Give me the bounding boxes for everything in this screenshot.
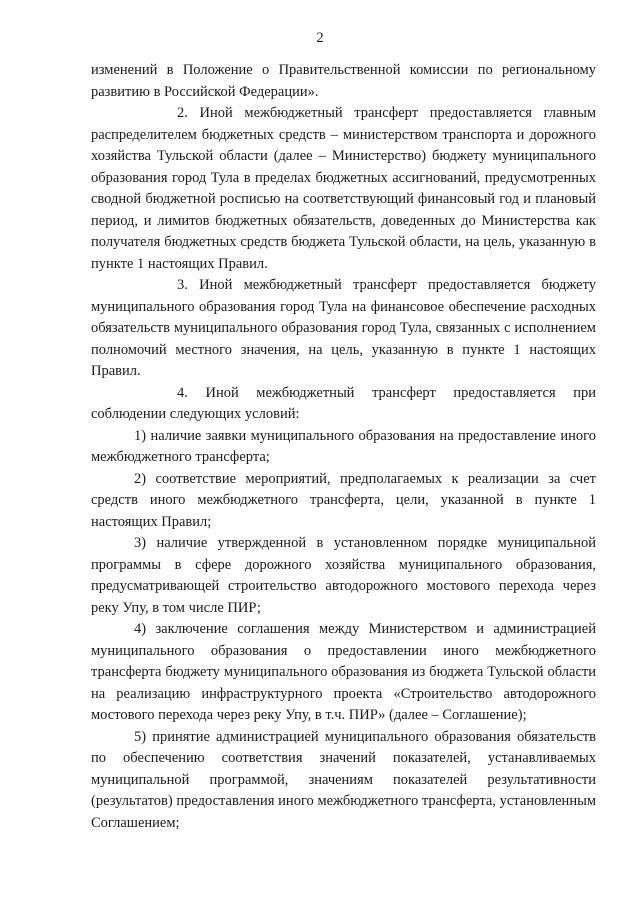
paragraph-item-2 (91, 103, 596, 275)
paragraph-item-3 (91, 275, 596, 383)
document-body (91, 60, 596, 834)
paragraph-number: 2. (177, 105, 188, 121)
paragraph-item-4 (91, 383, 596, 426)
paragraph-text: изменений в Положение о Правительственной комиссии по региональному развитию в Российской Федерации». (91, 62, 596, 100)
condition-item-5 (91, 727, 596, 835)
page-number: 2 (316, 30, 324, 46)
paragraph-number: 3. (177, 277, 188, 293)
paragraph-text: 1) наличие заявки муниципального образования на предоставление иного межбюджетного трансферта; (91, 427, 596, 465)
paragraph-text: 5) принятие администрацией муниципального образования обязательств по обеспечению соответствия значений показателей, устанавливаемых муниципальной программой, значениям показателей результативности (результатов) предоставления иного межбюджетного трансферта, установленным Соглашением; (91, 728, 596, 831)
condition-item-1 (91, 426, 596, 469)
condition-item-2 (91, 469, 596, 534)
paragraph-text: Иной межбюджетный трансферт предоставляется главным распределителем бюджетных средств – министерством транспорта и дорожного хозяйства Тульской области (далее – Министерство) бюджету муниципального образования город Тула в пределах бюджетных ассигнований, предусмотренных сводной бюджетной росписью на соответствующий финансовый год и плановый период, и лимитов бюджетных обязательств, доведенных до Министерства как получателя бюджетных средств бюджета Тульской области, на цель, указанную в пункте 1 настоящих Правил. (91, 105, 596, 272)
paragraph-continuation (91, 60, 596, 103)
condition-item-3 (91, 533, 596, 619)
paragraph-text: Иной межбюджетный трансферт предоставляется при соблюдении следующих условий: (91, 384, 596, 422)
paragraph-number: 4. (177, 384, 188, 401)
condition-item-4 (91, 619, 596, 727)
paragraph-text: 2) соответствие мероприятий, предполагаемых к реализации за счет средств иного межбюджетного трансферта, цели, указанной в пункте 1 настоящих Правил; (91, 470, 596, 530)
paragraph-text: 3) наличие утвержденной в установленном порядке муниципальной программы в сфере дорожного хозяйства муниципального образования, предусматривающей строительство автодорожного мостового перехода через реку Упу, в том числе ПИР; (91, 535, 596, 616)
paragraph-text: Иной межбюджетный трансферт предоставляется бюджету муниципального образования город Тула на финансовое обеспечение расходных обязательств муниципального образования город Тула, связанных с исполнением полномочий местного значения, на цель, указанную в пункте 1 настоящих Правил. (91, 277, 596, 379)
paragraph-text: 4) заключение соглашения между Министерством и администрацией муниципального образования о предоставлении иного межбюджетного трансферта бюджету муниципального образования из бюджета Тульской области на реализацию инфраструктурного проекта «Строительство автодорожного мостового перехода через реку Упу, в т.ч. ПИР» (далее – Соглашение); (91, 621, 596, 723)
